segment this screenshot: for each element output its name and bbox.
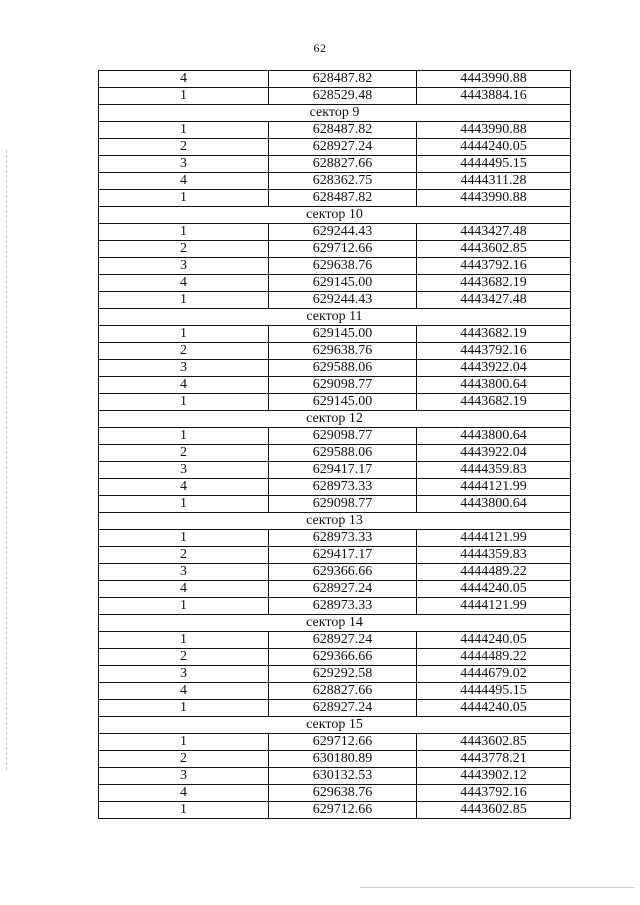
x-coordinate-cell: 629638.76 (269, 343, 417, 360)
table-row (99, 122, 571, 139)
sector-header-row (99, 411, 571, 428)
point-number-cell: 1 (99, 394, 269, 411)
point-number-cell: 2 (99, 241, 269, 258)
sector-header-row (99, 105, 571, 122)
x-coordinate-cell: 628973.33 (269, 598, 417, 615)
table-row (99, 785, 571, 802)
point-number-cell: 3 (99, 258, 269, 275)
point-number-cell: 1 (99, 326, 269, 343)
table-row (99, 581, 571, 598)
table-row (99, 479, 571, 496)
x-coordinate-cell: 628973.33 (269, 530, 417, 547)
point-number-cell: 1 (99, 802, 269, 819)
table-row (99, 275, 571, 292)
point-number-cell: 3 (99, 156, 269, 173)
x-coordinate-cell: 628529.48 (269, 88, 417, 105)
y-coordinate-cell: 4444489.22 (417, 649, 571, 666)
table-row (99, 496, 571, 513)
point-number-cell: 1 (99, 598, 269, 615)
y-coordinate-cell: 4444121.99 (417, 598, 571, 615)
point-number-cell: 1 (99, 632, 269, 649)
point-number-cell: 3 (99, 564, 269, 581)
point-number-cell: 4 (99, 275, 269, 292)
x-coordinate-cell: 628927.24 (269, 139, 417, 156)
sector-title: сектор 13 (99, 513, 571, 530)
sector-title: сектор 12 (99, 411, 571, 428)
table-row (99, 683, 571, 700)
x-coordinate-cell: 629712.66 (269, 734, 417, 751)
table-row (99, 360, 571, 377)
x-coordinate-cell: 629366.66 (269, 564, 417, 581)
y-coordinate-cell: 4443990.88 (417, 71, 571, 88)
sector-header-row (99, 717, 571, 734)
y-coordinate-cell: 4443792.16 (417, 785, 571, 802)
table-row (99, 632, 571, 649)
point-number-cell: 4 (99, 71, 269, 88)
point-number-cell: 1 (99, 428, 269, 445)
sector-header-row (99, 615, 571, 632)
x-coordinate-cell: 629145.00 (269, 275, 417, 292)
y-coordinate-cell: 4444240.05 (417, 581, 571, 598)
x-coordinate-cell: 629098.77 (269, 377, 417, 394)
y-coordinate-cell: 4444495.15 (417, 683, 571, 700)
table-row (99, 649, 571, 666)
table-row (99, 530, 571, 547)
point-number-cell: 2 (99, 547, 269, 564)
y-coordinate-cell: 4443602.85 (417, 241, 571, 258)
point-number-cell: 4 (99, 173, 269, 190)
y-coordinate-cell: 4443990.88 (417, 122, 571, 139)
point-number-cell: 1 (99, 190, 269, 207)
sector-title: сектор 9 (99, 105, 571, 122)
coordinates-table-body (99, 71, 571, 819)
x-coordinate-cell: 629292.58 (269, 666, 417, 683)
y-coordinate-cell: 4443800.64 (417, 428, 571, 445)
table-row (99, 241, 571, 258)
point-number-cell: 4 (99, 581, 269, 598)
y-coordinate-cell: 4443682.19 (417, 394, 571, 411)
y-coordinate-cell: 4443427.48 (417, 224, 571, 241)
y-coordinate-cell: 4444495.15 (417, 156, 571, 173)
y-coordinate-cell: 4444489.22 (417, 564, 571, 581)
point-number-cell: 1 (99, 530, 269, 547)
table-row (99, 751, 571, 768)
table-row (99, 802, 571, 819)
y-coordinate-cell: 4443602.85 (417, 802, 571, 819)
point-number-cell: 1 (99, 496, 269, 513)
table-row (99, 666, 571, 683)
table-row (99, 377, 571, 394)
x-coordinate-cell: 628827.66 (269, 156, 417, 173)
y-coordinate-cell: 4444240.05 (417, 632, 571, 649)
x-coordinate-cell: 629145.00 (269, 326, 417, 343)
y-coordinate-cell: 4444121.99 (417, 530, 571, 547)
point-number-cell: 2 (99, 751, 269, 768)
y-coordinate-cell: 4444679.02 (417, 666, 571, 683)
x-coordinate-cell: 628973.33 (269, 479, 417, 496)
x-coordinate-cell: 628487.82 (269, 190, 417, 207)
y-coordinate-cell: 4444121.99 (417, 479, 571, 496)
x-coordinate-cell: 628927.24 (269, 632, 417, 649)
y-coordinate-cell: 4443602.85 (417, 734, 571, 751)
table-row (99, 445, 571, 462)
x-coordinate-cell: 629417.17 (269, 462, 417, 479)
x-coordinate-cell: 629588.06 (269, 445, 417, 462)
point-number-cell: 1 (99, 700, 269, 717)
table-row (99, 462, 571, 479)
point-number-cell: 1 (99, 224, 269, 241)
table-row (99, 564, 571, 581)
x-coordinate-cell: 629098.77 (269, 428, 417, 445)
point-number-cell: 1 (99, 734, 269, 751)
table-row (99, 394, 571, 411)
point-number-cell: 3 (99, 462, 269, 479)
x-coordinate-cell: 630180.89 (269, 751, 417, 768)
table-row (99, 71, 571, 88)
x-coordinate-cell: 628927.24 (269, 700, 417, 717)
sector-title: сектор 10 (99, 207, 571, 224)
table-row (99, 258, 571, 275)
y-coordinate-cell: 4443922.04 (417, 445, 571, 462)
table-row (99, 547, 571, 564)
table-row (99, 156, 571, 173)
point-number-cell: 2 (99, 139, 269, 156)
x-coordinate-cell: 629417.17 (269, 547, 417, 564)
y-coordinate-cell: 4443792.16 (417, 343, 571, 360)
y-coordinate-cell: 4443922.04 (417, 360, 571, 377)
y-coordinate-cell: 4443884.16 (417, 88, 571, 105)
table-row (99, 139, 571, 156)
scan-margin-line (6, 150, 7, 770)
point-number-cell: 4 (99, 683, 269, 700)
x-coordinate-cell: 628487.82 (269, 122, 417, 139)
point-number-cell: 3 (99, 666, 269, 683)
point-number-cell: 4 (99, 479, 269, 496)
point-number-cell: 4 (99, 785, 269, 802)
table-row (99, 190, 571, 207)
table-row (99, 292, 571, 309)
page-number: 62 (313, 41, 327, 55)
y-coordinate-cell: 4443778.21 (417, 751, 571, 768)
x-coordinate-cell: 629244.43 (269, 224, 417, 241)
x-coordinate-cell: 628362.75 (269, 173, 417, 190)
x-coordinate-cell: 629638.76 (269, 258, 417, 275)
y-coordinate-cell: 4444240.05 (417, 700, 571, 717)
point-number-cell: 4 (99, 377, 269, 394)
table-row (99, 326, 571, 343)
table-row (99, 734, 571, 751)
sector-title: сектор 15 (99, 717, 571, 734)
y-coordinate-cell: 4444311.28 (417, 173, 571, 190)
y-coordinate-cell: 4443800.64 (417, 377, 571, 394)
y-coordinate-cell: 4443902.12 (417, 768, 571, 785)
point-number-cell: 2 (99, 343, 269, 360)
x-coordinate-cell: 629588.06 (269, 360, 417, 377)
x-coordinate-cell: 629638.76 (269, 785, 417, 802)
sector-header-row (99, 207, 571, 224)
x-coordinate-cell: 629712.66 (269, 241, 417, 258)
y-coordinate-cell: 4443800.64 (417, 496, 571, 513)
x-coordinate-cell: 630132.53 (269, 768, 417, 785)
x-coordinate-cell: 629098.77 (269, 496, 417, 513)
point-number-cell: 3 (99, 768, 269, 785)
sector-title: сектор 14 (99, 615, 571, 632)
table-row (99, 173, 571, 190)
point-number-cell: 1 (99, 292, 269, 309)
y-coordinate-cell: 4444359.83 (417, 462, 571, 479)
x-coordinate-cell: 629244.43 (269, 292, 417, 309)
x-coordinate-cell: 629712.66 (269, 802, 417, 819)
y-coordinate-cell: 4443682.19 (417, 275, 571, 292)
x-coordinate-cell: 628927.24 (269, 581, 417, 598)
y-coordinate-cell: 4444359.83 (417, 547, 571, 564)
coordinates-table (98, 70, 571, 819)
table-row (99, 88, 571, 105)
table-row (99, 224, 571, 241)
y-coordinate-cell: 4443792.16 (417, 258, 571, 275)
x-coordinate-cell: 629366.66 (269, 649, 417, 666)
point-number-cell: 2 (99, 649, 269, 666)
y-coordinate-cell: 4443990.88 (417, 190, 571, 207)
table-row (99, 428, 571, 445)
table-row (99, 700, 571, 717)
point-number-cell: 3 (99, 360, 269, 377)
x-coordinate-cell: 628827.66 (269, 683, 417, 700)
bottom-rule (360, 887, 635, 888)
x-coordinate-cell: 629145.00 (269, 394, 417, 411)
sector-header-row (99, 309, 571, 326)
table-row (99, 598, 571, 615)
table-row (99, 343, 571, 360)
sector-title: сектор 11 (99, 309, 571, 326)
point-number-cell: 1 (99, 88, 269, 105)
y-coordinate-cell: 4444240.05 (417, 139, 571, 156)
point-number-cell: 2 (99, 445, 269, 462)
point-number-cell: 1 (99, 122, 269, 139)
y-coordinate-cell: 4443427.48 (417, 292, 571, 309)
x-coordinate-cell: 628487.82 (269, 71, 417, 88)
sector-header-row (99, 513, 571, 530)
table-row (99, 768, 571, 785)
y-coordinate-cell: 4443682.19 (417, 326, 571, 343)
